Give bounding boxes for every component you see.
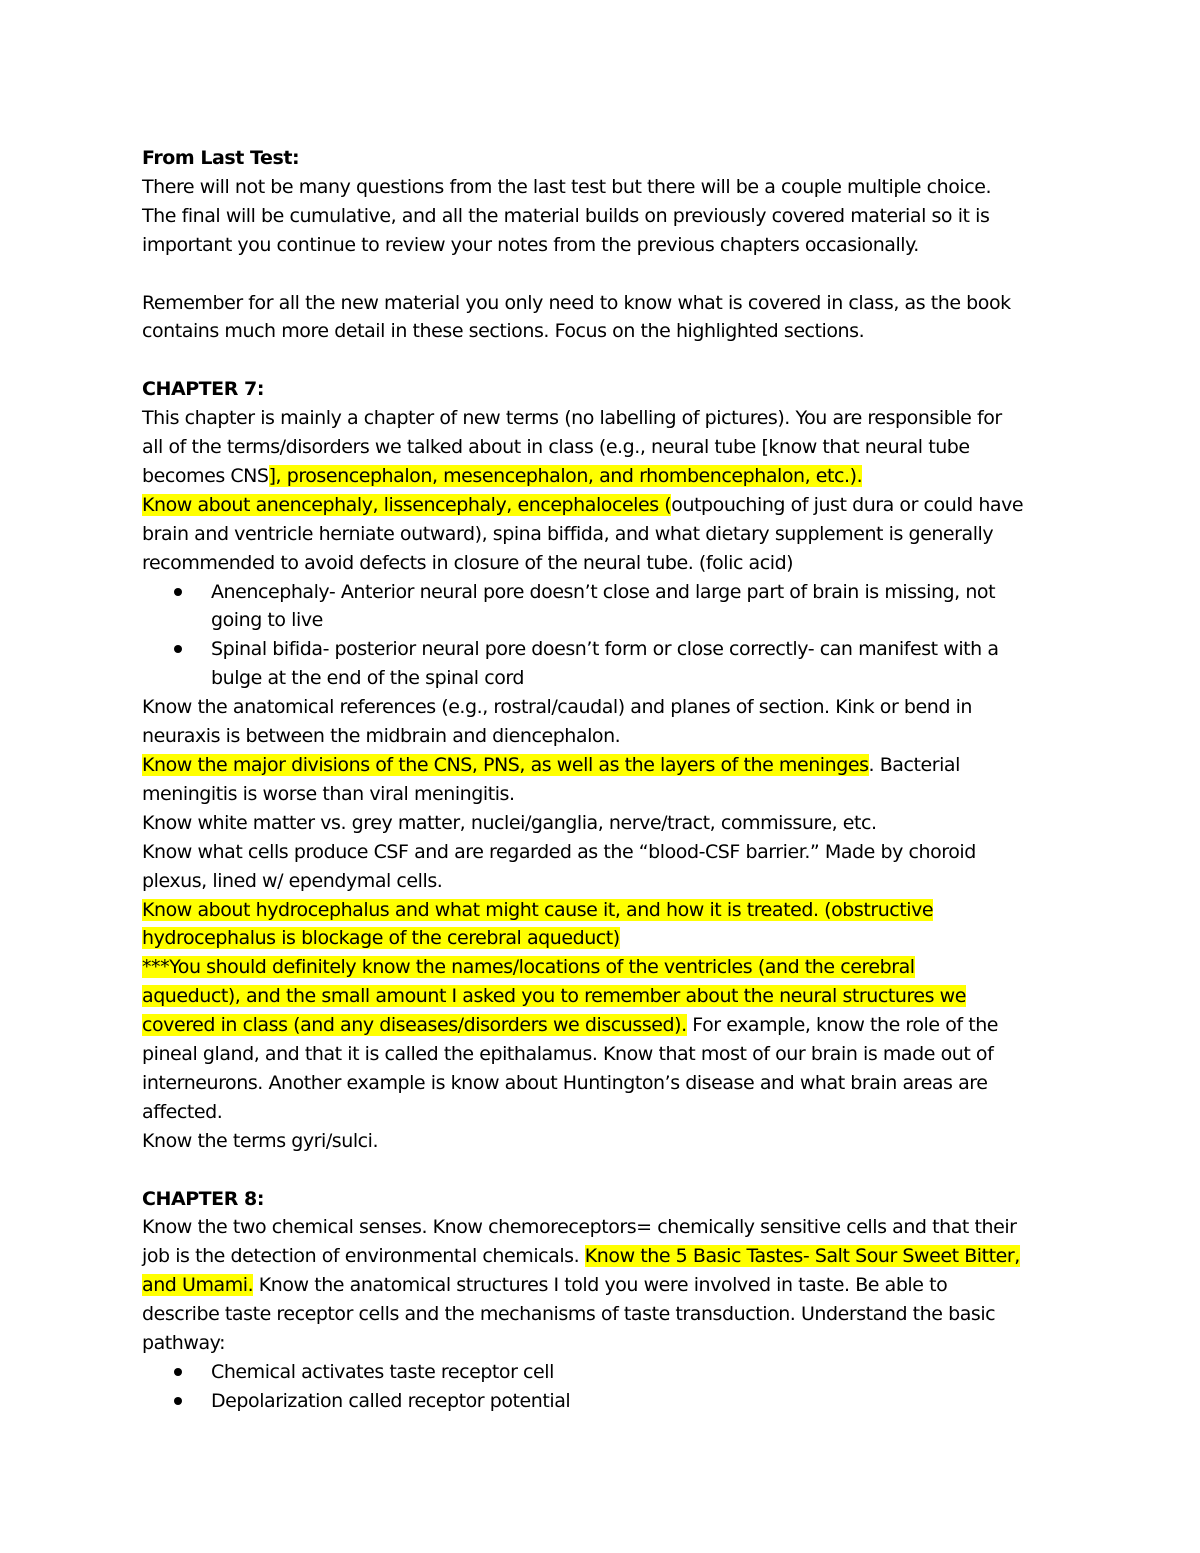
text-line: contains much more detail in these sections. Focus on the highlighted sections. [142, 320, 865, 343]
highlighted-text: ***You should definitely know the names/locations of the ventricles (and the cerebral [142, 956, 915, 979]
text-line: interneurons. Another example is know about Huntington’s disease and what brain areas are [142, 1071, 988, 1094]
text-line [142, 462, 1080, 491]
text-line: bulge at the end of the spinal cord [211, 667, 525, 690]
text-line [142, 924, 1080, 953]
text-line: brain and ventricle herniate outward), spina biffida, and what dietary supplement is generally [142, 522, 994, 545]
text-run: job is the detection of environmental chemicals. [142, 1245, 585, 1268]
text-line: Know the anatomical references (e.g., rostral/caudal) and planes of section. Kink or bend in [142, 696, 972, 719]
text-run: becomes CNS [142, 464, 269, 487]
highlighted-text: hydrocephalus is blockage of the cerebral aqueduct) [142, 927, 620, 950]
text-line: Anencephaly- Anterior neural pore doesn’t close and large part of brain is missing, not [211, 580, 996, 603]
text-line: Know the two chemical senses. Know chemoreceptors= chemically sensitive cells and that their [142, 1216, 1017, 1239]
bullet-icon [174, 588, 182, 596]
text-run: . Bacterial [868, 754, 960, 776]
text-line: There will not be many questions from the last test but there will be a couple multiple choice. [142, 175, 992, 198]
section-heading-chapter-8: CHAPTER 8: [142, 1187, 264, 1210]
bullet-icon [174, 645, 182, 653]
text-line [142, 1011, 1080, 1040]
text-line [142, 953, 1080, 982]
highlighted-text: aqueduct), and the small amount I asked you to remember about the neural structures we [142, 985, 967, 1008]
section-heading-last-test: From Last Test: [142, 147, 300, 169]
blank-line [142, 1156, 1080, 1185]
bullet-icon [174, 1397, 182, 1405]
highlighted-text: Know the major divisions of the CNS, PNS, as well as the layers of the meninges [142, 754, 869, 776]
highlighted-text: Know about hydrocephalus and what might cause it, and how it is treated. (obstructive [142, 898, 934, 921]
text-line [142, 1271, 1080, 1300]
text-line: neuraxis is between the midbrain and diencephalon. [142, 725, 621, 748]
text-line [142, 982, 1080, 1011]
section-heading-chapter-7: CHAPTER 7: [142, 378, 264, 401]
list-item [142, 635, 1080, 693]
text-line: meningitis is worse than viral meningitis. [142, 782, 515, 805]
text-line: important you continue to review your notes from the previous chapters occasionally. [142, 233, 919, 256]
text-line: describe taste receptor cells and the mechanisms of taste transduction. Understand the basic [142, 1303, 996, 1326]
blank-line [142, 260, 1080, 289]
text-run: outpouching of just dura or could have [671, 493, 1024, 516]
text-line: all of the terms/disorders we talked about in class (e.g., neural tube [know that neural tube [142, 436, 970, 459]
text-line: Chemical activates taste receptor cell [211, 1361, 554, 1384]
list-item [142, 1387, 1080, 1416]
text-line: Remember for all the new material you only need to know what is covered in class, as the book [142, 291, 1011, 314]
text-line: plexus, lined w/ ependymal cells. [142, 869, 443, 892]
bullet-list [142, 578, 1080, 694]
highlighted-text: Know about anencephaly, lissencephaly, encephaloceles ( [142, 493, 672, 516]
text-line [142, 1242, 1080, 1271]
bullet-icon [174, 1368, 182, 1376]
list-item [142, 1358, 1080, 1387]
highlighted-text: Know the 5 Basic Tastes- Salt Sour Sweet Bitter, [584, 1245, 1020, 1268]
list-item [142, 578, 1080, 636]
text-line: pathway: [142, 1332, 226, 1355]
text-line [142, 896, 1080, 925]
text-run: Know the anatomical structures I told you were involved in taste. Be able to [253, 1274, 948, 1297]
text-line: Know white matter vs. grey matter, nuclei/ganglia, nerve/tract, commissure, etc. [142, 811, 877, 834]
text-line: recommended to avoid defects in closure of the neural tube. (folic acid) [142, 551, 794, 574]
text-line: affected. [142, 1100, 223, 1123]
text-line: Know what cells produce CSF and are regarded as the “blood-CSF barrier.” Made by choroid [142, 840, 976, 863]
text-line: Spinal bifida- posterior neural pore doesn’t form or close correctly- can manifest with a [211, 638, 999, 661]
blank-line [142, 346, 1080, 375]
text-line: Depolarization called receptor potential [211, 1389, 571, 1412]
highlighted-text: ], prosencephalon, mesencephalon, and rhombencephalon, etc.). [268, 464, 863, 487]
bullet-list [142, 1358, 1080, 1416]
text-line [142, 751, 1080, 780]
text-line: This chapter is mainly a chapter of new terms (no labelling of pictures). You are responsible for [142, 407, 1002, 430]
text-line [142, 491, 1080, 520]
text-line: Know the terms gyri/sulci. [142, 1129, 379, 1152]
highlighted-text: and Umami. [142, 1274, 254, 1297]
text-line: pineal gland, and that it is called the epithalamus. Know that most of our brain is made out of [142, 1043, 994, 1066]
text-line: going to live [211, 609, 323, 632]
text-run: For example, know the role of the [686, 1014, 999, 1037]
text-line: The final will be cumulative, and all the material builds on previously covered material so it is [142, 204, 990, 227]
highlighted-text: covered in class (and any diseases/disorders we discussed). [142, 1014, 687, 1037]
